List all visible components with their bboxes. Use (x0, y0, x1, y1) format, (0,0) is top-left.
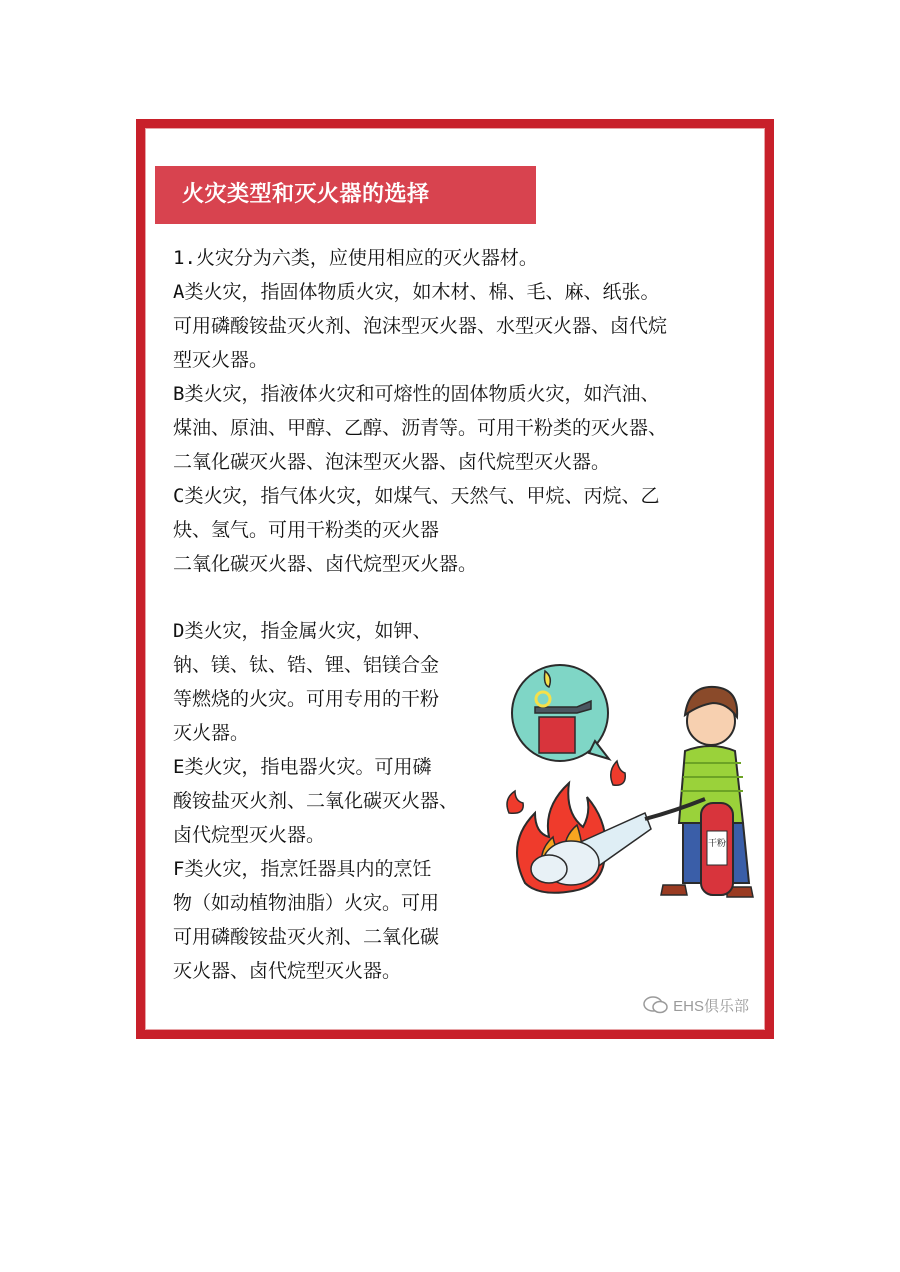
text-line: 等燃烧的火灾。可用专用的干粉 (173, 688, 440, 710)
text-line: 钠、镁、钛、锆、锂、铝镁合金 (173, 654, 440, 676)
text-line: 炔、氢气。可用干粉类的灭火器 (173, 519, 440, 541)
text-line: B类火灾，指液体火灾和可熔性的固体物质火灾，如汽油、 (173, 383, 660, 405)
inset-bubble (512, 665, 609, 761)
text-line: E类火灾，指电器火灾。可用磷 (173, 756, 432, 778)
text-line: 1.火灾分为六类，应使用相应的灭火器材。 (173, 247, 538, 269)
text-line: 二氧化碳灭火器、泡沫型灭火器、卤代烷型灭火器。 (173, 451, 611, 473)
text-line: 灭火器。 (173, 722, 250, 744)
text-line: D类火灾，指金属火灾，如钾、 (173, 620, 432, 642)
text-line: C类火灾，指气体火灾，如煤气、天然气、甲烷、丙烷、乙 (173, 485, 660, 507)
wechat-icon (643, 995, 669, 1015)
text-line: 二氧化碳灭火器、卤代烷型灭火器。 (173, 553, 478, 575)
text-line: 物（如动植物油脂）火灾。可用 (173, 892, 440, 914)
text-line: 灭火器、卤代烷型灭火器。 (173, 960, 402, 982)
text-line: 可用磷酸铵盐灭火剂、泡沫型灭火器、水型灭火器、卤代烷 (173, 315, 668, 337)
watermark-text: EHS俱乐部 (673, 997, 749, 1015)
extinguisher-label: 干粉 (707, 839, 727, 849)
text-line: F类火灾，指烹饪器具内的烹饪 (173, 858, 432, 880)
text-line: 卤代烷型灭火器。 (173, 824, 326, 846)
text-line: 酸铵盐灭火剂、二氧化碳灭火器、 (173, 790, 459, 812)
fire-extinguisher-illustration (505, 663, 765, 913)
paragraph-gap (173, 581, 753, 614)
section-title: 火灾类型和灭火器的选择 (155, 166, 536, 224)
text-line: 型灭火器。 (173, 349, 269, 371)
text-line: 煤油、原油、甲醇、乙醇、沥青等。可用干粉类的灭火器、 (173, 417, 668, 439)
text-line: 可用磷酸铵盐灭火剂、二氧化碳 (173, 926, 440, 948)
poster-card (136, 119, 774, 1039)
text-line: A类火灾，指固体物质火灾，如木材、棉、毛、麻、纸张。 (173, 281, 660, 303)
watermark (643, 994, 749, 1016)
